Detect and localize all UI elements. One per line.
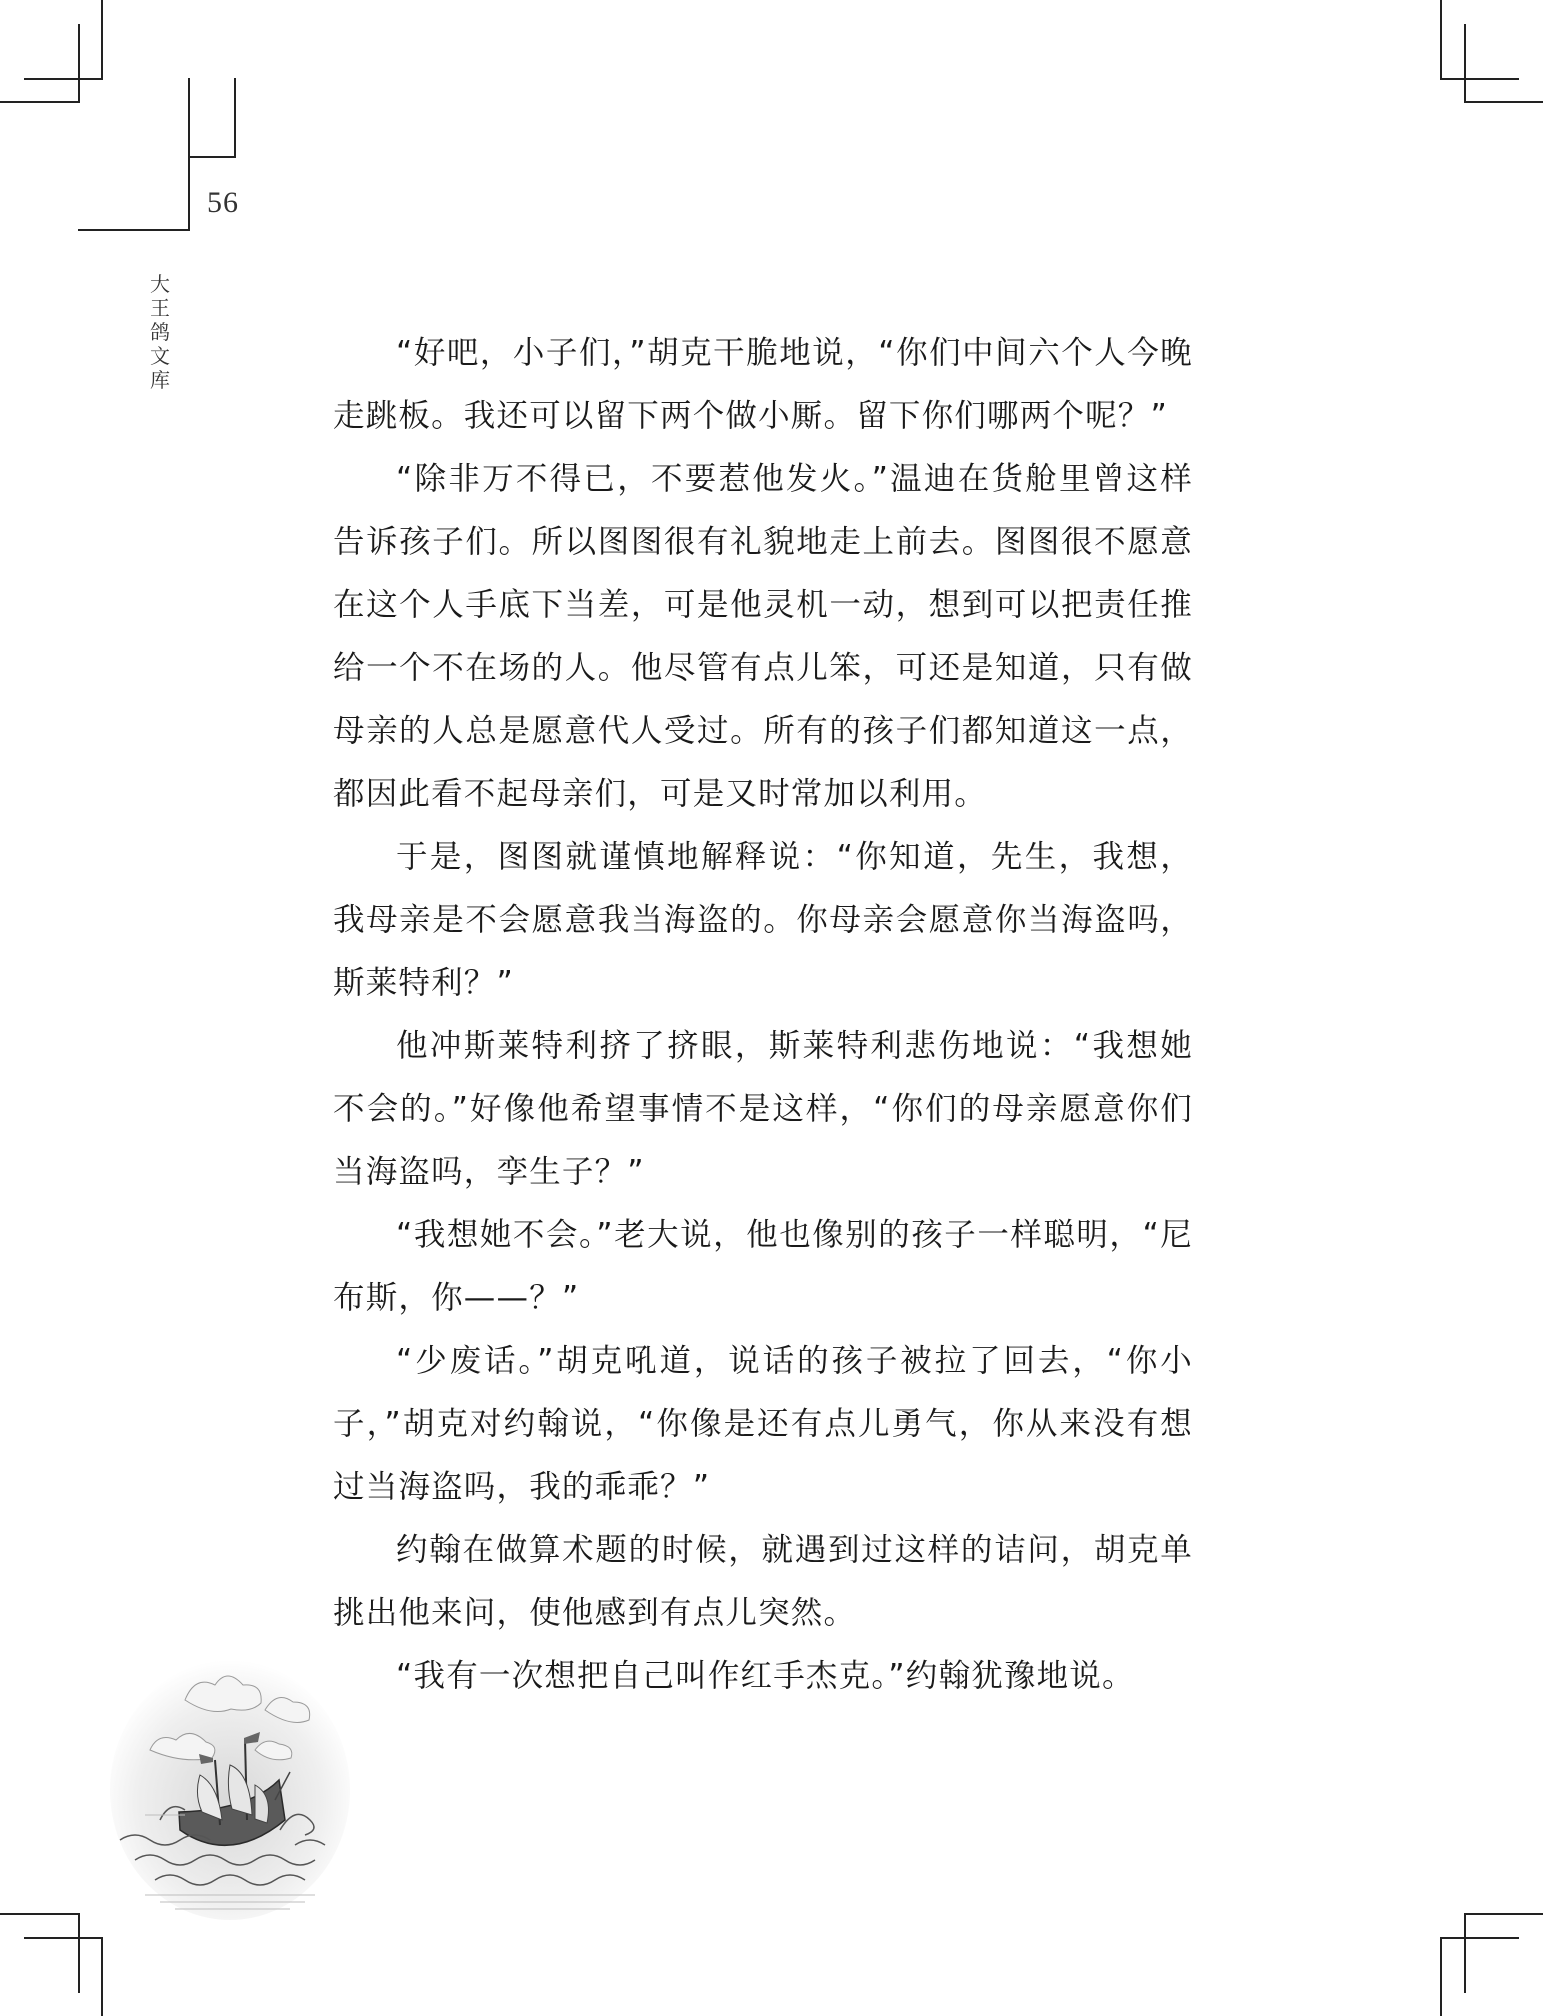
series-char: 鸽	[150, 320, 170, 344]
crop-line	[101, 1937, 103, 2016]
ship-icon	[105, 1640, 355, 1920]
crop-line	[78, 1913, 80, 1993]
series-char: 文	[150, 344, 170, 368]
ornament-line	[188, 78, 190, 230]
body-text	[333, 322, 1193, 1708]
paragraph: “好吧，小子们，”胡克干脆地说，“你们中间六个人今晚走跳板。我还可以留下两个做小厮。留下你们哪两个呢？”	[333, 335, 1193, 434]
paragraph: 他冲斯莱特利挤了挤眼，斯莱特利悲伤地说：“我想她不会的。”好像他希望事情不是这样，“你们的母亲愿意你们当海盗吗，孪生子？”	[333, 1028, 1193, 1190]
crop-line	[78, 24, 80, 103]
ornament-line	[234, 78, 236, 158]
series-name-vertical	[148, 272, 172, 392]
paragraph: “我想她不会。”老大说，他也像别的孩子一样聪明，“尼布斯，你——？”	[333, 1217, 1193, 1316]
paragraph: 于是，图图就谨慎地解释说：“你知道，先生，我想，我母亲是不会愿意我当海盗的。你母亲会愿意你当海盗吗，斯莱特利？”	[333, 839, 1193, 1001]
paragraph: “除非万不得已，不要惹他发火。”温迪在货舱里曾这样告诉孩子们。所以图图很有礼貌地走上前去。图图很不愿意在这个人手底下当差，可是他灵机一动，想到可以把责任推给一个不在场的人。他尽管有点儿笨，可还是知道，只有做母亲的人总是愿意代人受过。所有的孩子们都知道这一点，都因此看不起母亲们，可是又时常加以利用。	[333, 461, 1193, 812]
series-char: 大	[150, 272, 170, 296]
crop-line	[1440, 78, 1519, 80]
paragraph: “我有一次想把自己叫作红手杰克。”约翰犹豫地说。	[396, 1658, 1135, 1694]
crop-line	[1464, 1913, 1543, 1915]
crop-line	[24, 78, 103, 80]
crop-line	[1464, 24, 1466, 103]
crop-line	[1464, 1913, 1466, 1993]
crop-line	[0, 101, 80, 103]
ornament-line	[188, 156, 236, 158]
paragraph: “少废话。”胡克吼道，说话的孩子被拉了回去，“你小子，”胡克对约翰说，“你像是还有点儿勇气，你从来没有想过当海盗吗，我的乖乖？”	[333, 1343, 1193, 1505]
crop-line	[1440, 1937, 1442, 2016]
crop-line	[101, 0, 103, 79]
ornament-line	[78, 229, 190, 231]
crop-line	[24, 1937, 103, 1939]
paragraph: 约翰在做算术题的时候，就遇到过这样的诘问，胡克单挑出他来问，使他感到有点儿突然。	[333, 1532, 1193, 1631]
page-number: 56	[207, 186, 239, 219]
series-char: 王	[150, 296, 170, 320]
crop-line	[1440, 0, 1442, 79]
series-char: 库	[150, 368, 170, 392]
crop-line	[0, 1913, 80, 1915]
ship-illustration	[105, 1640, 355, 1920]
crop-line	[1440, 1937, 1519, 1939]
crop-line	[1464, 101, 1543, 103]
